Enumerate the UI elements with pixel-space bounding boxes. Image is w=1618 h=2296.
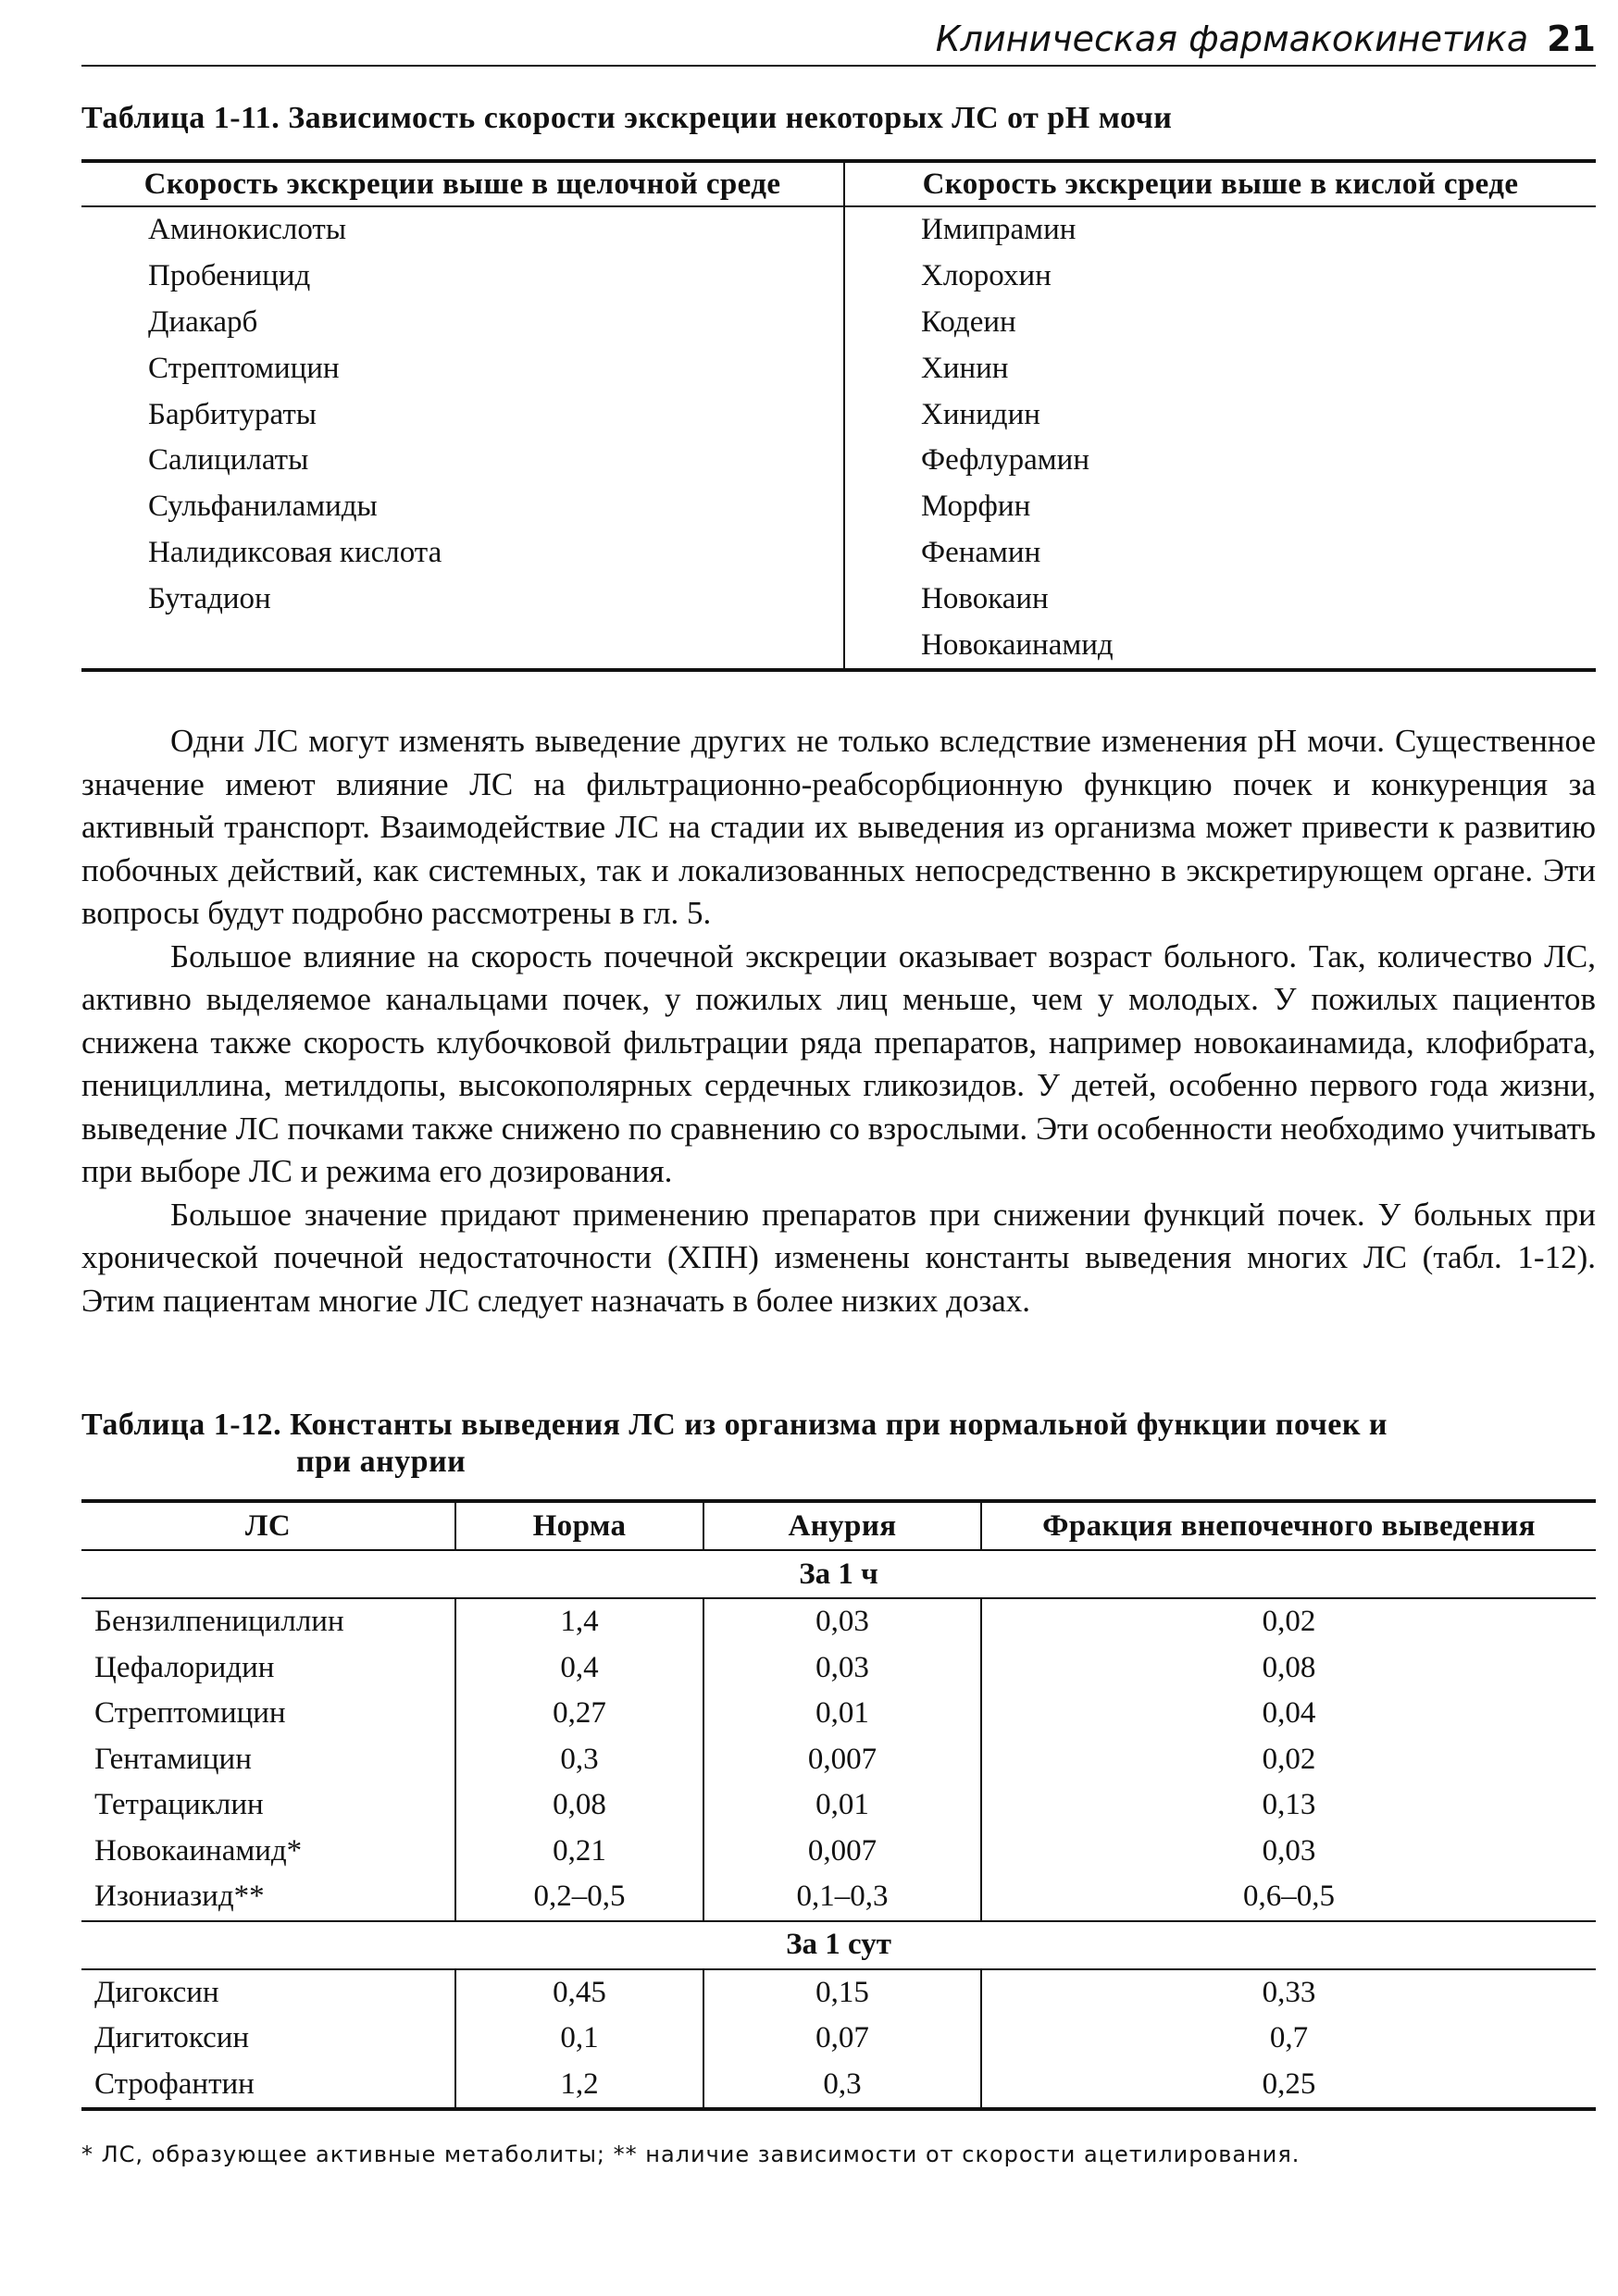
table2-col-header-drug: ЛС — [81, 1501, 455, 1550]
table2-cell-anuria: 0,07 — [703, 2016, 981, 2062]
table2-cell-extrarenal: 0,03 — [981, 1829, 1596, 1875]
table2 — [81, 1499, 1596, 2111]
table1-cell-acidic: Хинин — [921, 351, 1009, 385]
table1-cell-alkaline: Диакарб — [81, 300, 844, 346]
table2-cell-drug: Дигитоксин — [94, 2021, 250, 2055]
table2-section-label: За 1 сут — [81, 1921, 1596, 1969]
paragraph: Большое влияние на скорость почечной экскреции оказывает возраст больного. Так, количество ЛС, активно выделяемое канальцами почек, у пожилых лиц меньше, чем у молодых. У пожилых пациентов снижена также скорость клубочковой фильтрации ряда препаратов, например новокаинамида, клофибрата, пенициллина, метилдопы, высокополярных сердечных гликозидов. У детей, особенно первого года жизни, выведение ЛС почками также снижено по сравнению со взрослыми. Эти особенности необходимо учитывать при выборе ЛС и режима его дозирования. — [81, 937, 1596, 1189]
table2-cell-norm: 0,3 — [455, 1737, 703, 1783]
table2-cell-anuria: 0,01 — [703, 1691, 981, 1737]
table1-cell-alkaline: Пробеницид — [81, 254, 844, 300]
table2-section-label: За 1 ч — [81, 1550, 1596, 1598]
table2-row — [81, 1829, 1596, 1875]
table2-row — [81, 2062, 1596, 2110]
table1-row — [81, 300, 1596, 346]
table1-row — [81, 622, 1596, 670]
table2-cell-drug: Дигоксин — [94, 1975, 219, 2009]
table2-cell-norm: 0,21 — [455, 1829, 703, 1875]
table1-row — [81, 484, 1596, 530]
table2-cell-norm: 0,45 — [455, 1969, 703, 2017]
paragraph: Одни ЛС могут изменять выведение других не только вследствие изменения pH мочи. Существенное значение имеют влияние ЛС на фильтрационно-реабсорбционную функцию почек и конкуренция за активный транспорт. Взаимодействие ЛС на стадии их выведения из организма может привести к развитию побочных действий, как системных, так и локализованных непосредственно в экскретирующем органе. Эти вопросы будут подробно рассмотрены в гл. 5. — [81, 723, 1596, 931]
table2-cell-extrarenal: 0,13 — [981, 1782, 1596, 1829]
table2-cell-extrarenal: 0,6–0,5 — [981, 1874, 1596, 1921]
table1-row — [81, 254, 1596, 300]
table2-cell-anuria: 0,03 — [703, 1645, 981, 1692]
table2-cell-drug: Цефалоридин — [94, 1650, 275, 1684]
table1-cell-acidic: Новокаинамид — [844, 622, 1596, 670]
table2-cell-drug: Изониазид** — [94, 1880, 265, 1914]
table2-cell-anuria: 0,01 — [703, 1782, 981, 1829]
table1-cell-acidic: Морфин — [921, 490, 1031, 524]
table1-cell-alkaline: Салицилаты — [81, 438, 844, 484]
table2-cell-drug: Новокаинамид* — [94, 1833, 303, 1868]
table2-col-header-norm: Норма — [455, 1501, 703, 1550]
table2-cell-drug: Стрептомицин — [94, 1696, 286, 1731]
table2-cell-extrarenal: 0,08 — [981, 1645, 1596, 1692]
body-text — [81, 720, 1596, 1322]
table2-cell-anuria: 0,007 — [703, 1737, 981, 1783]
table2-cell-anuria: 0,03 — [703, 1598, 981, 1645]
table2-cell-extrarenal: 0,33 — [981, 1969, 1596, 2017]
table2-title-line1: Константы выведения ЛС из организма при нормальной функции почек и — [290, 1408, 1388, 1442]
table1-row — [81, 345, 1596, 391]
table2-section-row — [81, 1550, 1596, 1598]
table2-cell-norm: 0,4 — [455, 1645, 703, 1692]
table2-row — [81, 1737, 1596, 1783]
table2-cell-drug: Бензилпенициллин — [94, 1605, 344, 1639]
table2-section-row — [81, 1921, 1596, 1969]
table2-cell-anuria: 0,1–0,3 — [703, 1874, 981, 1921]
footnote: * ЛС, образующее активные метаболиты; ** наличие зависимости от скорости ацетилирования. — [81, 2141, 1301, 2167]
table2-cell-norm: 0,2–0,5 — [455, 1874, 703, 1921]
table2-cell-anuria: 0,3 — [703, 2062, 981, 2110]
table2-cell-extrarenal: 0,04 — [981, 1691, 1596, 1737]
table1-cell-alkaline — [81, 622, 844, 670]
table2-cell-drug: Гентамицин — [94, 1742, 252, 1776]
table1-cell-alkaline: Налидиксовая кислота — [81, 530, 844, 577]
table2-row — [81, 1969, 1596, 2017]
table1-cell-acidic: Хинидин — [921, 397, 1040, 431]
table1-cell-acidic: Хлорохин — [921, 259, 1052, 293]
table2-col-header-anuria: Анурия — [703, 1501, 981, 1550]
table2-row — [81, 2016, 1596, 2062]
table1-label: Таблица 1-11 — [81, 101, 272, 135]
table2-col-header-extrarenal: Фракция внепочечного выведения — [981, 1501, 1596, 1550]
table2-row — [81, 1645, 1596, 1692]
table2-title-line2: при анурии — [296, 1445, 467, 1479]
table2-cell-drug: Строфантин — [81, 2062, 455, 2110]
table1-row — [81, 391, 1596, 438]
table2-cell-norm: 1,4 — [455, 1598, 703, 1645]
table1-row — [81, 206, 1596, 254]
table2-cell-anuria: 0,007 — [703, 1829, 981, 1875]
table1-row — [81, 438, 1596, 484]
table1-cell-alkaline: Сульфаниламиды — [81, 484, 844, 530]
table1-cell-acidic: Фефлурамин — [921, 443, 1089, 478]
table2-label: Таблица 1-12 — [81, 1408, 274, 1442]
running-header-title: Клиническая фармакокинетика — [935, 19, 1529, 59]
table2-cell-anuria: 0,15 — [703, 1969, 981, 2017]
running-header — [81, 17, 1596, 67]
table2-cell-extrarenal: 0,25 — [981, 2062, 1596, 2110]
table1-row — [81, 576, 1596, 622]
table1-row — [81, 530, 1596, 577]
table1-cell-acidic: Кодеин — [921, 304, 1016, 339]
table2-cell-norm: 0,27 — [455, 1691, 703, 1737]
page-number: 21 — [1547, 19, 1596, 59]
table1-cell-alkaline: Бутадион — [81, 576, 844, 622]
table2-cell-norm: 0,08 — [455, 1782, 703, 1829]
table2-header-row — [81, 1501, 1596, 1550]
table1-cell-acidic: Новокаин — [921, 581, 1049, 615]
paragraph: Большое значение придают применению препаратов при снижении функций почек. У больных при хронической почечной недостаточности (ХПН) изменены константы выведения многих ЛС (табл. 1-12). Этим пациентам многие ЛС следует назначать в более низких дозах. — [81, 1196, 1596, 1319]
table2-row — [81, 1691, 1596, 1737]
table2-cell-extrarenal: 0,02 — [981, 1598, 1596, 1645]
table2-row — [81, 1874, 1596, 1921]
table2-cell-extrarenal: 0,7 — [981, 2016, 1596, 2062]
table1-cell-alkaline: Барбитураты — [81, 391, 844, 438]
table1 — [81, 159, 1596, 672]
table1-header-row — [81, 161, 1596, 206]
table1-cell-acidic: Имипрамин — [921, 213, 1077, 247]
table2-cell-norm: 1,2 — [455, 2062, 703, 2110]
table2-cell-drug: Тетрациклин — [94, 1788, 264, 1822]
table1-col-header-alkaline: Скорость экскреции выше в щелочной среде — [81, 161, 844, 206]
table2-row — [81, 1598, 1596, 1645]
table2-row — [81, 1782, 1596, 1829]
table1-title: Зависимость скорости экскреции некоторых ЛС от pH мочи — [288, 101, 1173, 135]
table2-cell-norm: 0,1 — [455, 2016, 703, 2062]
table2-caption: Таблица 1-12. Константы выведения ЛС из организма при нормальной функции почек и при анурии — [81, 1407, 1596, 1481]
table1-cell-alkaline: Стрептомицин — [81, 345, 844, 391]
table2-cell-extrarenal: 0,02 — [981, 1737, 1596, 1783]
table1-col-header-acidic: Скорость экскреции выше в кислой среде — [844, 161, 1596, 206]
table1-cell-acidic: Фенамин — [921, 535, 1041, 569]
table1-caption: Таблица 1-11. Зависимость скорости экскреции некоторых ЛС от pH мочи — [81, 101, 1173, 135]
table1-cell-alkaline: Аминокислоты — [81, 206, 844, 254]
